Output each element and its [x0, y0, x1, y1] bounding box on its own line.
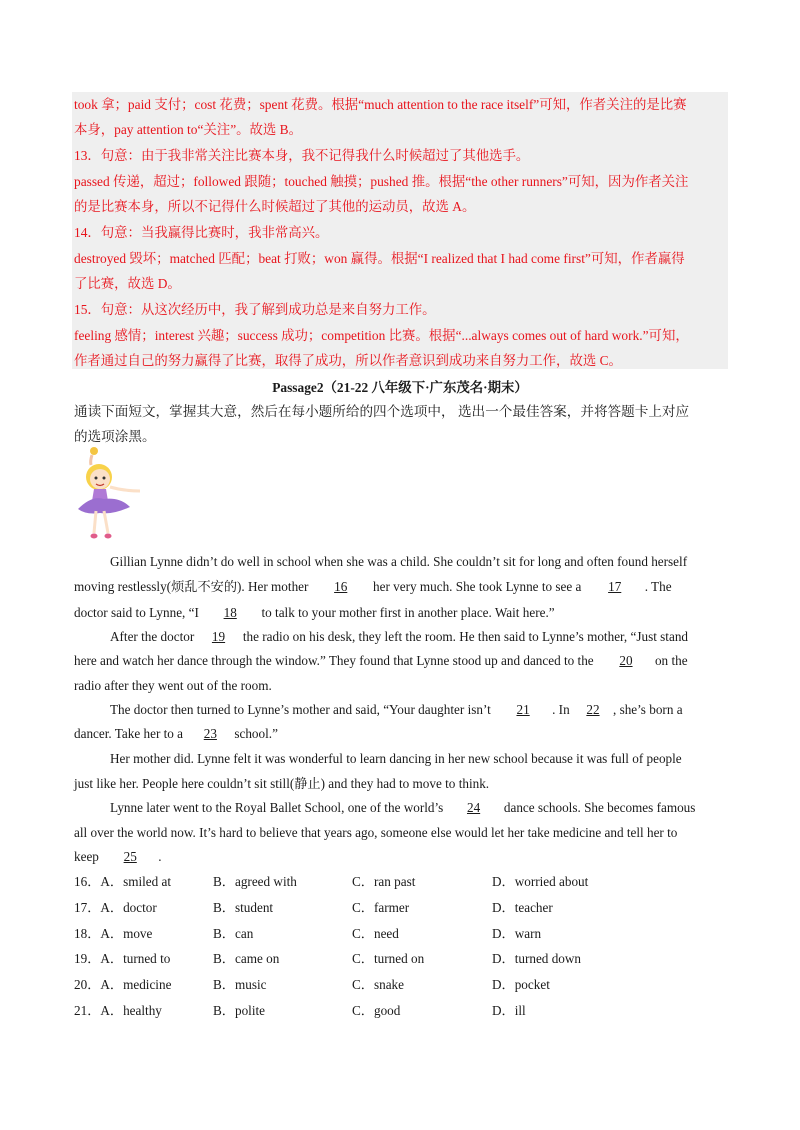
blank-18: 18: [223, 605, 237, 620]
passage-title: Passage2（21-22 八年级下·广东茂名·期末）: [272, 380, 528, 395]
blank-24: 24: [466, 800, 481, 815]
blank-23: 23: [203, 726, 217, 741]
option-20-d[interactable]: D．pocket: [492, 977, 550, 992]
option-19-c[interactable]: C．turned on: [352, 951, 425, 966]
option-19-a[interactable]: 19．A．turned to: [74, 951, 171, 966]
passage-line-4: After the doctor 19 the radio on his desk, they left the room. He then said to Lynne’s mother, “Just stand: [110, 629, 689, 644]
blank-19: 19: [211, 629, 226, 644]
instructions-line-1: 通读下面短文，掌握其大意，然后在每小题所给的四个选项中， 选出一个最佳答案，并将答题卡上对应: [74, 404, 690, 419]
option-17-a[interactable]: 17．A．doctor: [74, 900, 157, 915]
passage-line-2: moving restlessly(烦乱不安的). Her mother 16 her very much. She took Lynne to see a 17 . The: [74, 579, 672, 594]
answer-line-7: destroyed 毁坏；matched 匹配；beat 打败；won 赢得。根据“I realized that I had come first”可知，作者赢得: [74, 251, 685, 266]
option-16-a[interactable]: 16．A．smiled at: [74, 874, 172, 889]
option-16-b[interactable]: B．agreed with: [213, 874, 297, 889]
blank-25: 25: [123, 849, 137, 864]
passage-line-3: doctor said to Lynne, “I 18 to talk to your mother first in another place. Wait here.”: [74, 605, 555, 620]
option-20-a[interactable]: 20．A．medicine: [74, 977, 172, 992]
answer-line-4: passed 传递，超过；followed 跟随；touched 触摸；pushed 推。根据“the other runners”可知，因为作者关注: [74, 174, 689, 189]
ballerina-illustration: [72, 447, 146, 547]
passage-line-11: Lynne later went to the Royal Ballet School, one of the world’s 24 dance schools. She becomes famous: [110, 800, 696, 815]
blank-20: 20: [619, 653, 633, 668]
option-20-c[interactable]: C．snake: [352, 977, 405, 992]
option-18-d[interactable]: D．warn: [492, 926, 542, 941]
option-19-d[interactable]: D．turned down: [492, 951, 582, 966]
option-18-b[interactable]: B．can: [213, 926, 254, 941]
option-21-d[interactable]: D．ill: [492, 1003, 526, 1018]
passage-line-5: here and watch her dance through the window.” They found that Lynne stood up and danced to the 20 on the: [74, 653, 688, 668]
option-21-c[interactable]: C．good: [352, 1003, 401, 1018]
passage-line-9: Her mother did. Lynne felt it was wonderful to learn dancing in her new school because it was full of people: [110, 751, 682, 766]
passage-line-10: just like her. People here couldn’t sit still(静止) and they had to move to think.: [74, 776, 490, 791]
blank-21: 21: [516, 702, 530, 717]
option-17-b[interactable]: B．student: [213, 900, 274, 915]
option-17-c[interactable]: C．farmer: [352, 900, 410, 915]
answer-line-3: 13．句意：由于我非常关注比赛本身，我不记得我什么时候超过了其他选手。: [74, 148, 530, 163]
answer-line-11: 作者通过自己的努力赢得了比赛，取得了成功，所以作者意识到成功来自努力工作，故选 C。: [74, 353, 622, 368]
passage-line-1: Gillian Lynne didn’t do well in school when she was a child. She couldn’t sit for long and often found herself: [110, 554, 688, 569]
instructions-line-2: 的选项涂黑。: [74, 429, 156, 444]
option-17-d[interactable]: D．teacher: [492, 900, 553, 915]
answer-line-6: 14．句意：当我赢得比赛时，我非常高兴。: [74, 225, 329, 240]
blank-17: 17: [608, 579, 622, 594]
option-21-b[interactable]: B．polite: [213, 1003, 266, 1018]
option-16-c[interactable]: C．ran past: [352, 874, 416, 889]
option-16-d[interactable]: D．worried about: [492, 874, 589, 889]
answer-line-8: 了比赛，故选 D。: [74, 276, 181, 291]
passage-line-12: all over the world now. It’s hard to believe that years ago, someone else would let her take medicine and tell her to: [74, 825, 678, 840]
option-20-b[interactable]: B．music: [213, 977, 267, 992]
answer-line-1: took 拿；paid 支付；cost 花费；spent 花费。根据“much attention to the race itself”可知，作者关注的是比赛: [74, 97, 687, 112]
option-21-a[interactable]: 21．A．healthy: [74, 1003, 162, 1018]
passage-line-8: dancer. Take her to a 23 school.”: [74, 726, 278, 741]
passage-line-7: The doctor then turned to Lynne’s mother and said, “Your daughter isn’t 21 . In 22 , she’s born a: [110, 702, 683, 717]
answer-line-5: 的是比赛本身，所以不记得什么时候超过了其他的运动员，故选 A。: [74, 199, 476, 214]
passage-line-13: keep 25 .: [74, 849, 162, 864]
option-19-b[interactable]: B．came on: [213, 951, 280, 966]
blank-16: 16: [334, 579, 348, 594]
option-18-c[interactable]: C．need: [352, 926, 399, 941]
blank-22: 22: [586, 702, 600, 717]
answer-line-10: feeling 感情；interest 兴趣；success 成功；competition 比赛。根据“...always comes out of hard work.”可知，: [74, 328, 689, 343]
passage-line-6: radio after they went out of the room.: [74, 678, 272, 693]
answer-line-9: 15．句意：从这次经历中，我了解到成功总是来自努力工作。: [74, 302, 436, 317]
answer-line-2: 本身，pay attention to“关注”。故选 B。: [74, 122, 302, 137]
option-18-a[interactable]: 18．A．move: [74, 926, 153, 941]
